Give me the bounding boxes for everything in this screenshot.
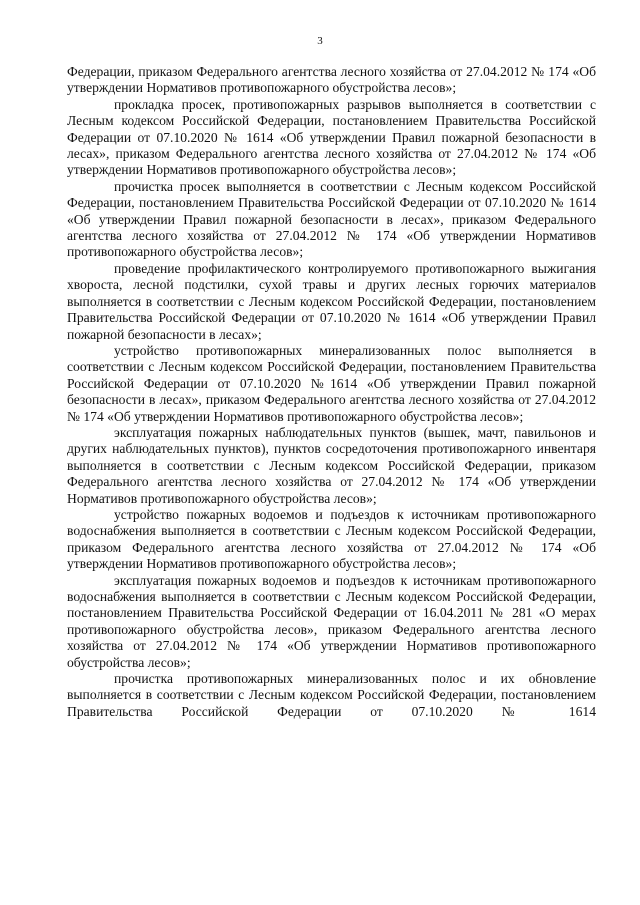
page-number: 3 [317, 35, 323, 47]
paragraph-clearing-cleaning: прочистка просек выполняется в соответствии с Лесным кодексом Российской Федерации, постановлением Правительства Российской Федерации от 07.10.2020 № 1614 «Об утверждении Правил пожарной безопасности в лесах», приказом Федерального агентства лесного хозяйства от 27.04.2012 № 174 «Об утверждении Нормативов противопожарного обустройства лесов»; [67, 178, 596, 260]
document-body [67, 64, 596, 720]
paragraph-mineral-strips-cleaning: прочистка противопожарных минерализованных полос и их обновление выполняется в соответствии с Лесным кодексом Российской Федерации, постановлением Правительства Российской Федерации от 07.10.2020 № 1614 [67, 671, 596, 719]
paragraph-fire-ponds-construction: устройство пожарных водоемов и подъездов к источникам противопожарного водоснабжения выполняется в соответствии с Лесным кодексом Российской Федерации, приказом Федерального агентства лесного хозяйства от 27.04.2012 № 174 «Об утверждении Нормативов противопожарного обустройства лесов»; [67, 506, 596, 572]
paragraph-controlled-burning: проведение профилактического контролируемого противопожарного выжигания хвороста, лесной подстилки, сухой травы и других лесных горючих материалов выполняется в соответствии с Лесным кодексом Российской Федерации, постановлением Правительства Российской Федерации от 07.10.2020 № 1614 «Об утверждении Правил пожарной безопасности в лесах»; [67, 260, 596, 342]
paragraph-observation-posts: эксплуатация пожарных наблюдательных пунктов (вышек, мачт, павильонов и других наблюдательных пунктов), пунктов сосредоточения противопожарного инвентаря выполняется в соответствии с Лесным кодексом Российской Федерации, приказом Федерального агентства лесного хозяйства от 27.04.2012 № 174 «Об утверждении Нормативов противопожарного обустройства лесов»; [67, 424, 596, 506]
paragraph-fire-ponds-operation: эксплуатация пожарных водоемов и подъездов к источникам противопожарного водоснабжения выполняется в соответствии с Лесным кодексом Российской Федерации, постановлением Правительства Российской Федерации от 16.04.2011 № 281 «О мерах противопожарного обустройства лесов», приказом Федерального агентства лесного хозяйства от 27.04.2012 № 174 «Об утверждении Нормативов противопожарного обустройства лесов»; [67, 572, 596, 670]
paragraph-continuation: Федерации, приказом Федерального агентства лесного хозяйства от 27.04.2012 № 174 «Об утверждении Нормативов противопожарного обустройства лесов»; [67, 64, 596, 96]
paragraph-mineral-strips: устройство противопожарных минерализованных полос выполняется в соответствии с Лесным кодексом Российской Федерации, постановлением Правительства Российской Федерации от 07.10.2020 №1614 «Об утверждении Правил пожарной безопасности в лесах», приказом Федерального агентства лесного хозяйства от 27.04.2012 № 174 «Об утверждении Нормативов противопожарного обустройства лесов»; [67, 342, 596, 424]
paragraph-clearing-laying: прокладка просек, противопожарных разрывов выполняется в соответствии с Лесным кодексом Российской Федерации, постановлением Правительства Российской Федерации от 07.10.2020 № 1614 «Об утверждении Правил пожарной безопасности в лесах», приказом Федерального агентства лесного хозяйства от 27.04.2012 № 174 «Об утверждении Нормативов противопожарного обустройства лесов»; [67, 96, 596, 178]
